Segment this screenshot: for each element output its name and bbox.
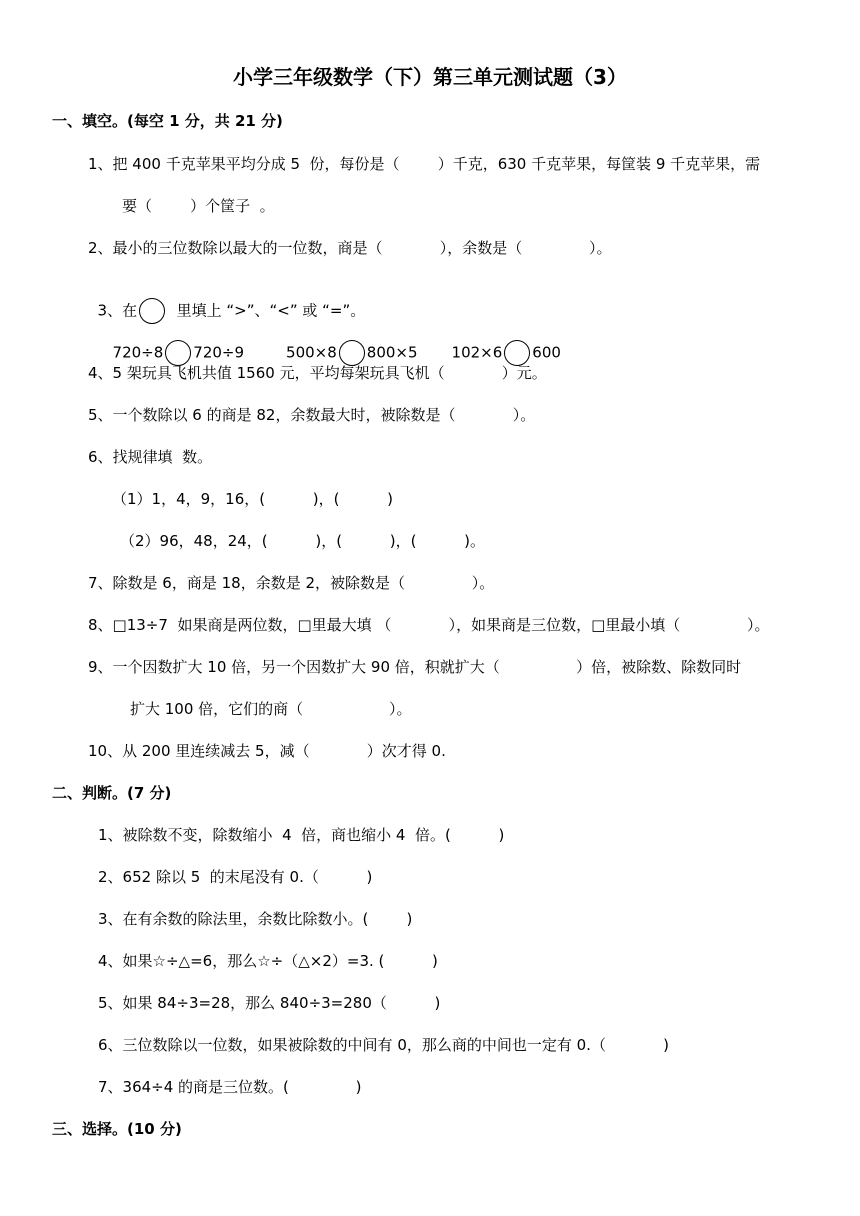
comparison-2-right: 800×5 <box>366 343 418 362</box>
section-3-heading: 三、选择。(10 分) <box>52 1120 182 1138</box>
judge-item-6: 6、三位数除以一位数，如果被除数的中间有 0，那么商的中间也一定有 0.（ ) <box>98 1036 670 1054</box>
judge-item-1: 1、被除数不变，除数缩小 4 倍，商也缩小 4 倍。( ) <box>98 826 505 844</box>
question-3-comparisons <box>103 318 561 366</box>
question-9-line-2: 扩大 100 倍，它们的商（ ）。 <box>130 700 412 718</box>
question-5: 5、一个数除以 6 的商是 82，余数最大时，被除数是（ ）。 <box>88 406 536 424</box>
comparison-1-right: 720÷9 <box>193 343 245 362</box>
question-1-line-2: 要（ ）个筐子 。 <box>122 197 275 215</box>
question-3-suffix: 里填上 “>”、“<” 或 “=”。 <box>167 301 366 320</box>
section-1-heading: 一、填空。(每空 1 分，共 21 分) <box>52 112 283 130</box>
question-2: 2、最小的三位数除以最大的一位数，商是（ ），余数是（ ）。 <box>88 239 612 257</box>
question-6: 6、找规律填 数。 <box>88 448 213 466</box>
page-title: 小学三年级数学（下）第三单元测试题（3） <box>233 65 627 89</box>
judge-item-5: 5、如果 84÷3=28，那么 840÷3=280（ ) <box>98 994 441 1012</box>
comparison-3-right: 600 <box>532 343 561 362</box>
comparison-3-left: 102×6 <box>451 343 503 362</box>
question-8: 8、□13÷7 如果商是两位数，□里最大填 （ ），如果商是三位数，□里最小填（ ）。 <box>88 616 770 634</box>
section-2-heading: 二、判断。(7 分) <box>52 784 172 802</box>
question-9-line-1: 9、一个因数扩大 10 倍，另一个因数扩大 90 倍，积就扩大（ ）倍，被除数、除数同时 <box>88 658 742 676</box>
comparison-2-left: 500×8 <box>286 343 337 362</box>
question-6-part-1: （1）1，4，9，16，( )，( ) <box>112 490 394 508</box>
judge-item-4: 4、如果☆÷△=6，那么☆÷（△×2）=3. ( ) <box>98 952 438 970</box>
judge-item-2: 2、652 除以 5 的末尾没有 0.（ ) <box>98 868 373 886</box>
judge-item-7: 7、364÷4 的商是三位数。( ) <box>98 1078 362 1096</box>
question-7: 7、除数是 6，商是 18，余数是 2，被除数是（ ）。 <box>88 574 495 592</box>
comparison-1-left: 720÷8 <box>112 343 164 362</box>
question-4: 4、5 架玩具飞机共值 1560 元，平均每架玩具飞机（ ）元。 <box>88 364 547 382</box>
question-6-part-2: （2）96，48，24，( )，( )，( )。 <box>120 532 485 550</box>
question-10: 10、从 200 里连续减去 5，减（ ）次才得 0. <box>88 742 446 760</box>
judge-item-3: 3、在有余数的除法里，余数比除数小。( ) <box>98 910 413 928</box>
question-3-prefix: 3、在 <box>97 301 138 320</box>
question-3 <box>88 276 365 324</box>
question-1-line-1: 1、把 400 千克苹果平均分成 5 份，每份是（ ）千克，630 千克苹果，每筐装 9 千克苹果，需 <box>88 155 761 173</box>
